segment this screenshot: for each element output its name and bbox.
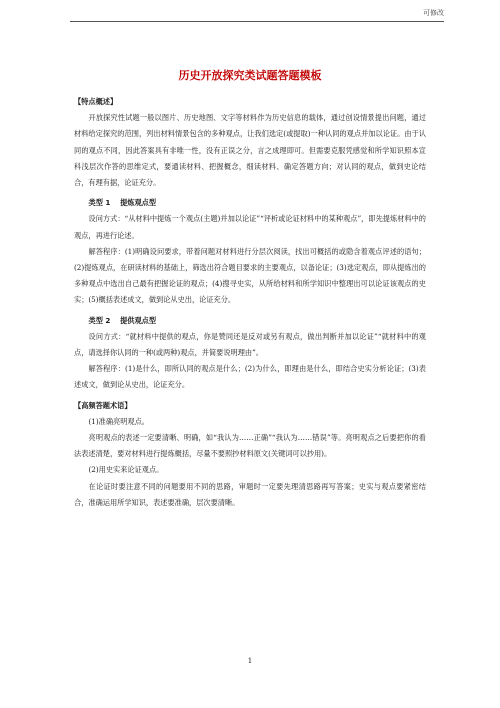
type1-answer-procedure: 解答程序：(1)明确设问要求，带着问题对材料进行分层次阅读，找出可概括的或隐含着观点评述的语句；(2)提炼观点，在研读材料的基础上，筛选出符合题目要求的主要观点，以备论证；(3)选定观点，即从提炼出的多种观点中选出自己最有把握论证的观点；(4)搜寻史实，从所给材料和所学知识中整理出可以论证该观点的史实；(5)概括表述成文，做到论从史出，论证充分。 — [74, 246, 426, 305]
type1-heading: 类型 1 提炼观点型 — [88, 198, 157, 208]
header-label: 可修改 — [423, 9, 444, 17]
term2-paragraph: 在论证时要注意不同的问题要用不同的思路，审题时一定要先理清思路再写答案；史实与观点要紧密结合，准确运用所学知识，表述要准确，层次要清晰。 — [74, 481, 426, 507]
term1-paragraph: 亮明观点的表述一定要清晰、明确，如“我认为……正确”“我认为……错误”等。亮明观点之后要把你的看法表述清楚，要对材料进行提炼概括，尽量不要照抄材料原文(关键词可以抄用)。 — [74, 433, 426, 459]
overview-paragraph: 开放探究性试题一般以图片、历史地图、文字等材料作为历史信息的载体，通过创设情景提出问题，通过材料给定探究的范围，列出材料情景包含的多种观点，让我们选定(或提取)一种认同的观点并加以论证。由于认同的观点不同，因此答案具有非唯一性，没有正误之分，言之成理即可。但需要克服凭感觉和所学知识照本宣科浅层次作答的思维定式，要通读材料、把握概念，细读材料、确定答题方向；对认同的观点，做到史论结合，有理有据，论证充分。 — [74, 113, 426, 188]
page-number: 1 — [247, 657, 253, 665]
header-rule — [70, 21, 444, 22]
type2-question-format: 设问方式：“就材料中提供的观点，你是赞同还是反对或另有观点，做出判断并加以论证”“就材料中的观点，请选择你认同的一种(或两种)观点，并简要说明理由”。 — [74, 331, 426, 358]
type2-answer-procedure: 解答程序：(1)是什么，即所认同的观点是什么；(2)为什么，即理由是什么，即结合史实分析论证；(3)表述成文，做到论从史出，论证充分。 — [74, 364, 426, 390]
term2-title: (2)用史实来论证观点。 — [88, 465, 164, 475]
document-body — [74, 94, 426, 511]
section-heading-terms: 【高频答题术语】 — [74, 400, 132, 410]
type2-heading: 类型 2 提供观点型 — [88, 315, 157, 325]
type1-question-format: 设问方式：“从材料中提炼一个观点(主题)并加以论证”“评析或论证材料中的某种观点”，即先提炼材料中的观点，再进行论述。 — [74, 214, 426, 240]
term1-title: (1)准确亮明观点。 — [88, 416, 149, 426]
section-heading-overview: 【特点概述】 — [74, 97, 118, 106]
document-title: 历史开放探究类试题答题模板 — [178, 69, 322, 82]
